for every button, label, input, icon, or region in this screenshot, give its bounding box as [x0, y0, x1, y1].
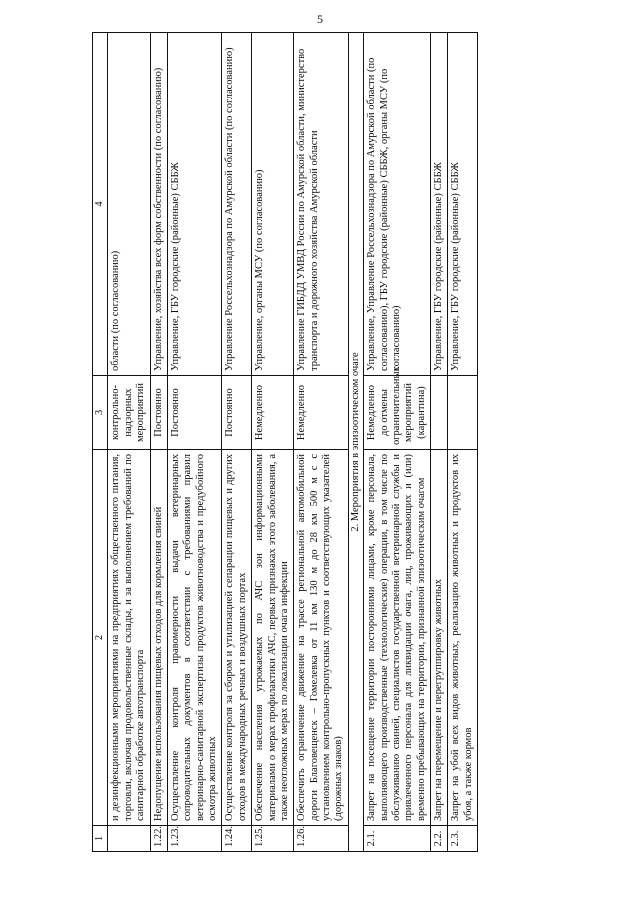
table-row [222, 33, 252, 852]
row-number: 1.26. [294, 826, 349, 852]
row-term: контрольно-надзорных мероприятий [108, 376, 150, 450]
row-measure: Запрет на посещение территории посторонними лицами, кроме персонала, выполняющего производственные (технологические) операции, в том числе по обслуживанию свиней, специалистов государственной ветеринарной службы и привлеченного персонала для ликвидации очага, лиц, проживающих и (или) временно пребывающих на территории, признанной эпизоотическим очагом [364, 450, 431, 826]
row-term: Немедленно до отмены ограничительных мероприятий (карантина) [364, 376, 431, 450]
row-responsible: Управление Россельхознадзора по Амурской области (по согласованию) [222, 33, 252, 376]
row-term [431, 376, 448, 450]
row-measure: Недопущение использования пищевых отходов для кормления свиней [150, 450, 167, 826]
table-row [364, 33, 431, 852]
row-measure: Обеспечить ограничение движение на трассе региональной автомобильной дороги Благовещенск – Гомелевка от 11 км 130 м до 28 км 500 м с с установлением контрольно-пропускных пунктов и соответствующих указателей (дорожных знаков) [294, 450, 349, 826]
row-responsible: Управление ГИБДД УМВД России по Амурской области, министерство транспорта и дорожного хозяйства Амурской области [294, 33, 349, 376]
row-number: 1.22. [150, 826, 167, 852]
measures-table [92, 32, 478, 852]
column-header-responsible: 4 [93, 33, 108, 376]
column-header-term: 3 [93, 376, 108, 450]
row-responsible: Управление, хозяйства всех форм собственности (по согласованию) [150, 33, 167, 376]
row-term: Постоянно [150, 376, 167, 450]
table-row [150, 33, 167, 852]
table-row [431, 33, 448, 852]
row-measure: Осуществление контроля правомерности выдачи ветеринарных сопроводительных документов в соответствии с требованиями правил ветеринарно-санитарной экспертизы продуктов животноводства и предубойного осмотра животных [167, 450, 222, 826]
row-responsible: области (по согласованию) [108, 33, 150, 376]
row-number: 1.23. [167, 826, 222, 852]
row-number: 1.25. [252, 826, 294, 852]
row-term: Немедленно [252, 376, 294, 450]
section-heading-row [348, 33, 363, 852]
row-responsible: Управление, ГБУ городские (районные) СББЖ [431, 33, 448, 376]
row-number: 2.1. [364, 826, 431, 852]
table-row [294, 33, 349, 852]
row-measure: Запрет на убой всех видов животных, реализацию животных и продуктов их убоя, а также кормов [448, 450, 478, 826]
section-heading: 2. Мероприятия в эпизоотическом очаге [348, 33, 363, 852]
row-term: Постоянно [167, 376, 222, 450]
row-term [448, 376, 478, 450]
column-header-measure: 2 [93, 450, 108, 826]
row-number: 2.2. [431, 826, 448, 852]
row-measure: и дезинфекционными мероприятиями на предприятиях общественного питания, торговли, включая продовольственные склады, и за выполнением требований по санитарной обработке автотранспорта [108, 450, 150, 826]
page-number: 5 [317, 12, 323, 26]
row-number: 2.3. [448, 826, 478, 852]
row-responsible: Управление, ГБУ городские (районные) СББЖ [448, 33, 478, 376]
rotated-document-table [92, 32, 576, 852]
table-row [108, 33, 150, 852]
row-measure: Осуществление контроля за сбором и утилизацией сепарации пищевых и других отходов в международных речных и воздушных портах [222, 450, 252, 826]
row-measure: Обеспечение населения угрожаемых по АЧС зон информационными материалами о мерах профилактики АЧС, первых признаках этого заболевания, а также неотложных мерах по локализации очага инфекции [252, 450, 294, 826]
table-row [167, 33, 222, 852]
row-measure: Запрет на перемещение и перегруппировку животных [431, 450, 448, 826]
table-header-row [93, 33, 108, 852]
row-responsible: Управление, ГБУ городские (районные) СББЖ [167, 33, 222, 376]
row-responsible: Управление, Управление Россельхознадзора по Амурской области (по согласованию), ГБУ городские (районные) СББЖ, органы МСУ (по согласованию) [364, 33, 431, 376]
row-term: Постоянно [222, 376, 252, 450]
row-number: 1.24. [222, 826, 252, 852]
row-responsible: Управление, органы МСУ (по согласованию) [252, 33, 294, 376]
table-row [448, 33, 478, 852]
row-term: Немедленно [294, 376, 349, 450]
table-row [252, 33, 294, 852]
column-header-number: 1 [93, 826, 108, 852]
row-number [108, 826, 150, 852]
